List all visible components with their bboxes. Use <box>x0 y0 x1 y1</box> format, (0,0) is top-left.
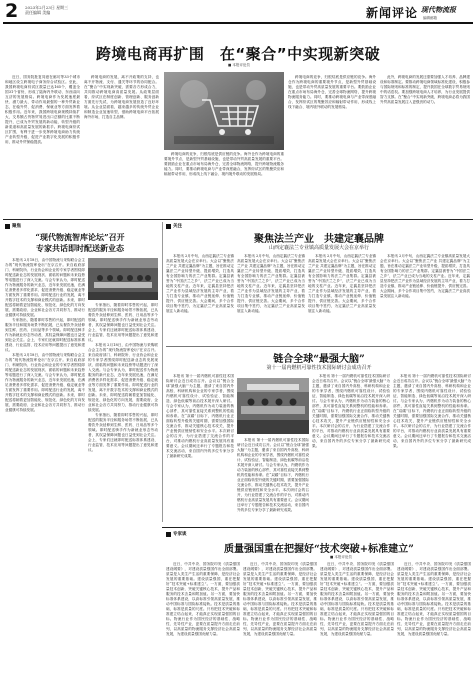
masthead <box>3 0 473 22</box>
chain-column-4: 本报讯 第十一届内燃机可靠性技术国际研讨会近日成功召开。会议以“链合全球‘最强大脑’”为主题，邀请了来自国内外高校、科研机构和企业的专家学者，围绕内燃机可靠性设计、试验验证、智能制造、绿色低碳等前沿技术展开深入研讨。与会专家认为，内燃机作为动力装备的核心部件，其可靠性直接关系到整机的性能和寿命。在“双碳”目标下，内燃机行业正面临转型升级的关键时期，需要加强国际交流合作，推动关键核心技术攻关，提升产业链供应链韧性和安全水平。本次研讨会的召开，为行业搭建了交流合作的平台，对推动内燃机行业高质量发展具有重要意义。会议期间还举行了专题报告和技术交流活动，来自国内外的多位专家分享了最新研究成果。 <box>393 374 471 448</box>
quality-byline: ■ 本报评论员 <box>330 555 352 559</box>
tag-square-icon <box>166 532 171 537</box>
quality-column-4: 近日，中共中央、国务院印发《质量强国建设纲要》，对建设质量强国作出全面部署。质量是人类生产生活的重要保障，是经济社会发展的重要基础。建设质量强国，重在把握好“技术突破+标准建立”。一方面，要加强质量技术创新，突破关键核心技术，提升产品和服务的技术含量和附加值。另一方面，要加快标准体系建设，以高标准引领高质量发展，推动中国标准与国际标准接轨。技术是质量的基础，标准是质量的尺度。只有把技术突破和标准建立结合起来，才能真正实现质量强国的目标。物流行业作为国民经济的基础性、战略性、先导性产业，更要在质量提升方面走在前列，以高质量的物流服务支撑经济社会高质量发展，为建设质量强国贡献力量。 <box>397 562 471 636</box>
lead-photo-caption-text: 跨境电商的竞争，归根结底是供应链的竞争。海外仓作为跨境电商的重要境外节点，是新型外贸基础设施，也是带动外贸高质量发展的重要平台。要鼓励企业在重点市场布局海外仓，完善全球物流网络，提升跨境物流服务能力。同时，要推动跨境电商与产业带深度融合，发挥综试区的集聚效应和辐射带动作用，形成线上线下融合、境内境外联动的发展格局。 <box>164 152 284 176</box>
lead-photo-shopping-cart <box>164 72 284 150</box>
lead-column-3: 跨境电商的竞争，归根结底是供应链的竞争。海外仓作为跨境电商的重要境外节点，是新型外贸基础设施，也是带动外贸高质量发展的重要平台。要鼓励企业在重点市场布局海外仓，完善全球物流网络，提升跨境物流服务能力。同时，要推动跨境电商与产业带深度融合，发挥综试区的集聚效应和辐射带动作用，形成线上线下融合、境内境外联动的发展格局。 <box>288 75 376 109</box>
chain-column-1: 本报讯 第十一届内燃机可靠性技术国际研讨会近日成功召开。会议以“链合全球‘最强大脑’”为主题，邀请了来自国内外高校、科研机构和企业的专家学者，围绕内燃机可靠性设计、试验验证、智能制造、绿色低碳等前沿技术展开深入研讨。与会专家认为，内燃机作为动力装备的核心部件，其可靠性直接关系到整机的性能和寿命。在“双碳”目标下，内燃机行业正面临转型升级的关键时期，需要加强国际交流合作，推动关键核心技术攻关，提升产业链供应链韧性和安全水平。本次研讨会的召开，为行业搭建了交流合作的平台，对推动内燃机行业高质量发展具有重要意义。会议期间还举行了专题报告和技术交流活动，来自国内外的多位专家分享了最新研究成果。 <box>166 374 234 458</box>
quality-article-title: 质量强国重在把握好“技术突破+标准建立” <box>224 544 414 555</box>
top-rule <box>3 22 473 24</box>
law-column-4: 本报讯 2月中旬，山西定襄法兰专业镇高质量发展大会在京举行。大会以“聚焦法兰产业 共建定襄品牌”为主题，旨在推动定襄法兰产业转型升级、提质增效，打造具有全国影响力的法兰产业集群。定襄县被誉为“中国法兰之乡”，法兰产业已成为当地的支柱产业。近年来，定襄县坚持把法兰产业作为县域经济发展的主导产业，着力打造专业镇，推动产业链延伸、价值链提升、供应链完善。大会期间，多个合作项目集中签约，为定襄法兰产业高质量发展注入新动能。 <box>380 254 470 298</box>
law-column-2: 本报讯 2月中旬，山西定襄法兰专业镇高质量发展大会在京举行。大会以“聚焦法兰产业 共建定襄品牌”为主题，旨在推动定襄法兰产业转型升级、提质增效，打造具有全国影响力的法兰产业集群。定襄县被誉为“中国法兰之乡”，法兰产业已成为当地的支柱产业。近年来，定襄县坚持把法兰产业作为县域经济发展的主导产业，着力打造专业镇，推动产业链延伸、价值链提升、供应链完善。大会期间，多个合作项目集中签约，为定襄法兰产业高质量发展注入新动能。 <box>237 254 305 313</box>
forum-photo <box>88 258 158 300</box>
lead-column-1: 近日，国务院批复同意在廊坊等33个城市和地区设立跨境电子商务综合试验区。至此，我国跨境电商综试区数量已达165个，覆盖全国31个省份，形成了陆海内外联动、东西双向互济的发展格局。跨境电商作为发展速度最快、潜力最大、带动作用最强的一种外贸新业态，在稳外贸、促消费、保就业等方面发挥着积极作用。近年来，我国跨境电商规模持续扩大，交易额占货物贸易进出口总额的比重不断提升，已成为外贸发展的新动能、转型升级的新渠道和高质量发展的新抓手。跨境电商综试区扩围，有利于进一步发挥跨境电商助力传统产业转型升级、促进产业数字化发展的积极作用，推动外贸保稳提质。 <box>5 75 80 144</box>
forum-column-1: 本报讯 2月18日，由中国物流与采购联合会主办的“现代物流智库论坛”在京召开。来自政府部门、科研院所、行业协会和企业的专家学者围绕即时配送新业态的发展现状、面临的问题和未来趋势等话题进行了深入交流。与会专家认为，即时配送作为物流服务的新兴业态，近年来发展迅速，在满足消费者多样化需求、促进消费升级、稳定就业等方面发挥了重要作用。即时配送行业的发展，离不开数字技术的支撑和商业模式的创新。未来，即时配送将朝着更加智能化、规范化、绿色化的方向发展，需要政府、企业和社会各方共同努力，推动行业健康可持续发展。 专家指出，随着即时零售的兴起，即时配送的服务半径和服务场景不断拓展，已从餐饮外卖延伸到生鲜、医药、日用品等多个领域。即时配送骑手作为新就业形态劳动者，其权益保障问题也日益受到社会关注。会上，专家们还就即时配送标准体系建设、行业监管、技术应用等问题提出了意见和建议。 本报讯 2月18日，由中国物流与采购联合会主办的“现代物流智库论坛”在京召开。来自政府部门、科研院所、行业协会和企业的专家学者围绕即时配送新业态的发展现状、面临的问题和未来趋势等话题进行了深入交流。与会专家认为，即时配送作为物流服务的新兴业态，近年来发展迅速，在满足消费者多样化需求、促进消费升级、稳定就业等方面发挥了重要作用。即时配送行业的发展，离不开数字技术的支撑和商业模式的创新。未来，即时配送将朝着更加智能化、规范化、绿色化的方向发展，需要政府、企业和社会各方共同努力，推动行业健康可持续发展。 <box>5 258 85 412</box>
page-number: 2 <box>5 0 19 22</box>
shopping-cart-illustration <box>164 72 284 150</box>
chain-article-title: 链合全球“最强大脑” <box>273 354 365 365</box>
law-article-title: 聚焦法兰产业 共建定襄品牌 <box>254 234 384 245</box>
conference-photo <box>237 378 309 434</box>
attention-section-tag: 关注 <box>166 223 182 229</box>
lead-column-4: 此外，跨境电商的发展还需要加强人才培养、品牌建设和标准制定。要推动跨境电商领域标准化建设，积极参与国际规则和标准的制定，提升我国在全球数字贸易规则中的话语权。要加强跨境电商人才培养，为行业发展提供智力支撑。在“聚合”中实现新突破，跨境电商必将为我国外贸高质量发展注入更强劲的动力。 <box>380 75 470 104</box>
quality-column-2: 近日，中共中央、国务院印发《质量强国建设纲要》，对建设质量强国作出全面部署。质量是人类生产生活的重要保障，是经济社会发展的重要基础。建设质量强国，重在把握好“技术突破+标准建立”。一方面，要加强质量技术创新，突破关键核心技术，提升产品和服务的技术含量和附加值。另一方面，要加快标准体系建设，以高标准引领高质量发展，推动中国标准与国际标准接轨。技术是质量的基础，标准是质量的尺度。只有把技术突破和标准建立结合起来，才能真正实现质量强国的目标。物流行业作为国民经济的基础性、战略性、先导性产业，更要在质量提升方面走在前列，以高质量的物流服务支撑经济社会高质量发展，为建设质量强国贡献力量。 <box>243 562 317 636</box>
quality-column-1: 近日，中共中央、国务院印发《质量强国建设纲要》，对建设质量强国作出全面部署。质量是人类生产生活的重要保障，是经济社会发展的重要基础。建设质量强国，重在把握好“技术突破+标准建立”。一方面，要加强质量技术创新，突破关键核心技术，提升产品和服务的技术含量和附加值。另一方面，要加快标准体系建设，以高标准引领高质量发展，推动中国标准与国际标准接轨。技术是质量的基础，标准是质量的尺度。只有把技术突破和标准建立结合起来，才能真正实现质量强国的目标。物流行业作为国民经济的基础性、战略性、先导性产业，更要在质量提升方面走在前列，以高质量的物流服务支撑经济社会高质量发展，为建设质量强国贡献力量。 <box>166 562 240 636</box>
mid-divider <box>166 346 472 347</box>
quality-column-3: 近日，中共中央、国务院印发《质量强国建设纲要》，对建设质量强国作出全面部署。质量是人类生产生活的重要保障，是经济社会发展的重要基础。建设质量强国，重在把握好“技术突破+标准建立”。一方面，要加强质量技术创新，突破关键核心技术，提升产品和服务的技术含量和附加值。另一方面，要加快标准体系建设，以高标准引领高质量发展，推动中国标准与国际标准接轨。技术是质量的基础，标准是质量的尺度。只有把技术突破和标准建立结合起来，才能真正实现质量强国的目标。物流行业作为国民经济的基础性、战略性、先导性产业，更要在质量提升方面走在前列，以高质量的物流服务支撑经济社会高质量发展，为建设质量强国贡献力量。 <box>320 562 394 636</box>
lead-headline: 跨境电商再扩围 在“聚合”中实现新突破 <box>95 45 381 63</box>
column-divider-left <box>162 222 163 522</box>
meeting-photo <box>88 258 158 300</box>
issue-date: 2023年2月23日 星期三 <box>25 5 69 10</box>
law-article-subtitle: 山西定襄法兰专业镇高质量发展大会在京举行 <box>268 245 369 251</box>
section-divider <box>3 219 473 220</box>
forum-title-line2: 专家共话即时配送新业态 <box>36 243 124 253</box>
forum-title-line1: “现代物流智库论坛”召开 <box>35 232 125 242</box>
chain-column-2: 本报讯 第十一届内燃机可靠性技术国际研讨会近日成功召开。会议以“链合全球‘最强大脑’”为主题，邀请了来自国内外高校、科研机构和企业的专家学者，围绕内燃机可靠性设计、试验验证、智能制造、绿色低碳等前沿技术展开深入研讨。与会专家认为，内燃机作为动力装备的核心部件，其可靠性直接关系到整机的性能和寿命。在“双碳”目标下，内燃机行业正面临转型升级的关键时期，需要加强国际交流合作，推动关键核心技术攻关，提升产业链供应链韧性和安全水平。本次研讨会的召开，为行业搭建了交流合作的平台，对推动内燃机行业高质量发展具有重要意义。会议期间还举行了专题报告和技术交流活动，来自国内外的多位专家分享了最新研究成果。 <box>237 438 309 512</box>
lead-byline: ■ 本报评论员 <box>228 63 250 67</box>
focus-section-tag: 聚焦 <box>5 223 21 229</box>
bottom-divider <box>162 527 473 528</box>
expert-section-tag: 专家谈 <box>166 531 187 537</box>
chain-column-3: 本报讯 第十一届内燃机可靠性技术国际研讨会近日成功召开。会议以“链合全球‘最强大脑’”为主题，邀请了来自国内外高校、科研机构和企业的专家学者，围绕内燃机可靠性设计、试验验证、智能制造、绿色低碳等前沿技术展开深入研讨。与会专家认为，内燃机作为动力装备的核心部件，其可靠性直接关系到整机的性能和寿命。在“双碳”目标下，内燃机行业正面临转型升级的关键时期，需要加强国际交流合作，推动关键核心技术攻关，提升产业链供应链韧性和安全水平。本次研讨会的召开，为行业搭建了交流合作的平台，对推动内燃机行业高质量发展具有重要意义。会议期间还举行了专题报告和技术交流活动，来自国内外的多位专家分享了最新研究成果。 <box>312 374 390 448</box>
issue-meta <box>25 5 68 15</box>
tag-square-icon <box>166 224 171 229</box>
section-title: 新闻评论 <box>366 6 419 20</box>
lead-column-2: 跨境电商的发展，离不开政策的支持，也离不开物流、支付、通关等环节的协同配合。在“聚合”中实现新突破，需要各方形成合力，共同推动跨境电商高质量发展。从政策层面看，综试区在制度创新、管理创新、服务创新方面先行先试，为跨境电商发展营造了良好环境。从企业层面看，越来越多的传统外贸企业和制造企业加速转型，借助跨境电商平台拓展海外市场，打造自主品牌。 <box>84 75 159 119</box>
law-column-3: 本报讯 2月中旬，山西定襄法兰专业镇高质量发展大会在京举行。大会以“聚焦法兰产业 共建定襄品牌”为主题，旨在推动定襄法兰产业转型升级、提质增效，打造具有全国影响力的法兰产业集群。定襄县被誉为“中国法兰之乡”，法兰产业已成为当地的支柱产业。近年来，定襄县坚持把法兰产业作为县域经济发展的主导产业，着力打造专业镇，推动产业链延伸、价值链提升、供应链完善。大会期间，多个合作项目集中签约，为定襄法兰产业高质量发展注入新动能。 <box>308 254 376 313</box>
issue-editors: 责任编辑 美编 <box>25 10 51 15</box>
editor-contact: 编辑邮箱 <box>423 16 437 20</box>
chain-photo <box>237 378 309 434</box>
chain-article-subtitle: 第十一届内燃机可靠性技术国际研讨会成功召开 <box>266 365 372 371</box>
newspaper-brand: 现代物流报 <box>421 5 456 14</box>
forum-column-2: 专家指出，随着即时零售的兴起，即时配送的服务半径和服务场景不断拓展，已从餐饮外卖延伸到生鲜、医药、日用品等多个领域。即时配送骑手作为新就业形态劳动者，其权益保障问题也日益受到社会关注。会上，专家们还就即时配送标准体系建设、行业监管、技术应用等问题提出了意见和建议。 本报讯 2月18日，由中国物流与采购联合会主办的“现代物流智库论坛”在京召开。来自政府部门、科研院所、行业协会和企业的专家学者围绕即时配送新业态的发展现状、面临的问题和未来趋势等话题进行了深入交流。与会专家认为，即时配送作为物流服务的新兴业态，近年来发展迅速，在满足消费者多样化需求、促进消费升级、稳定就业等方面发挥了重要作用。即时配送行业的发展，离不开数字技术的支撑和商业模式的创新。未来，即时配送将朝着更加智能化、规范化、绿色化的方向发展，需要政府、企业和社会各方共同努力，推动行业健康可持续发展。 专家指出，随着即时零售的兴起，即时配送的服务半径和服务场景不断拓展，已从餐饮外卖延伸到生鲜、医药、日用品等多个领域。即时配送骑手作为新就业形态劳动者，其权益保障问题也日益受到社会关注。会上，专家们还就即时配送标准体系建设、行业监管、技术应用等问题提出了意见和建议。 <box>88 303 158 452</box>
tag-square-icon <box>5 224 10 229</box>
law-column-1: 本报讯 2月中旬，山西定襄法兰专业镇高质量发展大会在京举行。大会以“聚焦法兰产业 共建定襄品牌”为主题，旨在推动定襄法兰产业转型升级、提质增效，打造具有全国影响力的法兰产业集群。定襄县被誉为“中国法兰之乡”，法兰产业已成为当地的支柱产业。近年来，定襄县坚持把法兰产业作为县域经济发展的主导产业，着力打造专业镇，推动产业链延伸、价值链提升、供应链完善。大会期间，多个合作项目集中签约，为定襄法兰产业高质量发展注入新动能。 <box>166 254 234 313</box>
